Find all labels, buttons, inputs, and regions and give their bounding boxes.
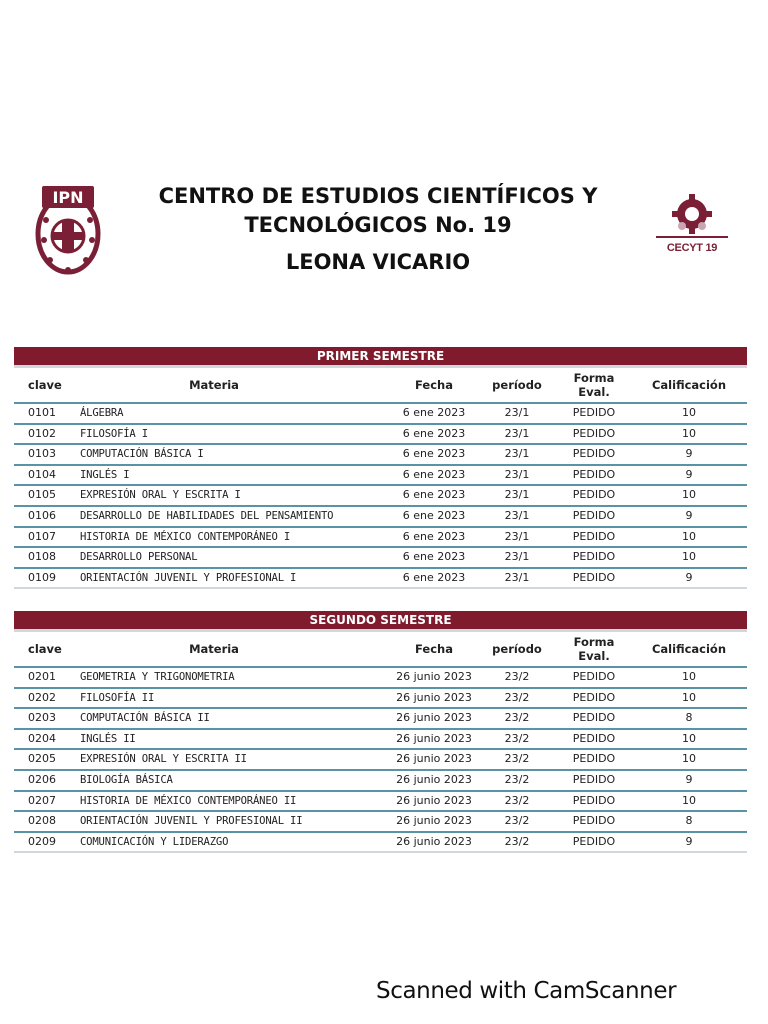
cell-forma: PEDIDO	[572, 793, 616, 807]
table-row	[14, 730, 747, 751]
cell-materia: COMUNICACIÓN Y LIDERAZGO	[80, 835, 229, 848]
table-row	[14, 812, 747, 833]
cell-fecha: 6 ene 2023	[402, 467, 466, 481]
title-line-2: TECNOLÓGICOS No. 19	[244, 213, 512, 237]
column-header-fecha: Fecha	[415, 642, 453, 656]
table-header-row	[14, 368, 747, 404]
title-line-3: LEONA VICARIO	[285, 250, 471, 274]
cell-materia: FILOSOFÍA II	[80, 691, 155, 704]
cell-materia: EXPRESIÓN ORAL Y ESCRITA II	[80, 753, 247, 766]
cell-fecha: 6 ene 2023	[402, 406, 466, 419]
cell-materia: ORIENTACIÓN JUVENIL Y PROFESIONAL II	[80, 815, 303, 828]
cell-calificacion: 9	[685, 772, 693, 786]
cell-clave: 0102	[28, 426, 56, 440]
cell-clave: 0103	[28, 447, 56, 461]
cell-forma: PEDIDO	[572, 529, 616, 543]
table-row	[14, 507, 747, 528]
cell-materia: FILOSOFÍA I	[80, 427, 148, 440]
table-row	[14, 445, 747, 466]
column-header-calificacion: Calificación	[651, 642, 727, 656]
cell-calificacion: 10	[682, 752, 696, 766]
column-header-periodo: período	[492, 378, 542, 392]
cell-clave: 0201	[28, 670, 56, 683]
cell-clave: 0208	[28, 814, 56, 828]
cell-calificacion: 10	[682, 529, 696, 543]
cecyt-logo-text: CECYT 19	[666, 242, 718, 254]
cell-periodo: 23/1	[504, 570, 530, 584]
cell-fecha: 26 junio 2023	[396, 690, 472, 704]
svg-text:IPN: IPN	[52, 188, 84, 207]
cell-periodo: 23/2	[504, 711, 530, 725]
cell-materia: DESARROLLO PERSONAL	[80, 551, 198, 564]
cell-calificacion: 9	[685, 570, 693, 584]
cell-materia: ORIENTACIÓN JUVENIL Y PROFESIONAL I	[80, 571, 297, 584]
cell-clave: 0108	[28, 550, 56, 564]
cell-fecha: 26 junio 2023	[396, 670, 472, 683]
cell-materia: COMPUTACIÓN BÁSICA I	[80, 448, 204, 461]
column-header-forma: Forma Eval.	[573, 635, 615, 663]
cell-periodo: 23/2	[504, 752, 530, 766]
table-row	[14, 548, 747, 569]
cell-clave: 0209	[28, 834, 56, 848]
cell-periodo: 23/1	[504, 447, 530, 461]
cell-clave: 0109	[28, 570, 56, 584]
cell-clave: 0204	[28, 731, 56, 745]
cell-calificacion: 8	[685, 814, 693, 828]
table-row	[14, 569, 747, 590]
cell-materia: DESARROLLO DE HABILIDADES DEL PENSAMIENTO	[80, 509, 334, 522]
cecyt-logo	[654, 192, 730, 262]
cell-calificacion: 9	[685, 467, 693, 481]
cell-periodo: 23/2	[504, 814, 530, 828]
ipn-logo	[34, 180, 102, 276]
cell-forma: PEDIDO	[572, 570, 616, 584]
cell-fecha: 26 junio 2023	[396, 772, 472, 786]
table-row	[14, 486, 747, 507]
cell-forma: PEDIDO	[572, 550, 616, 564]
table-row	[14, 750, 747, 771]
cell-materia: HISTORIA DE MÉXICO CONTEMPORÁNEO II	[80, 794, 297, 807]
cell-calificacion: 10	[682, 550, 696, 564]
cell-forma: PEDIDO	[572, 488, 616, 502]
cell-calificacion: 10	[682, 670, 696, 683]
cell-materia: GEOMETRIA Y TRIGONOMETRIA	[80, 671, 235, 683]
cell-materia: ÁLGEBRA	[80, 407, 124, 419]
cell-forma: PEDIDO	[572, 834, 616, 848]
table-row	[14, 792, 747, 813]
cell-forma: PEDIDO	[572, 670, 616, 683]
table-row	[14, 668, 747, 689]
cell-clave: 0104	[28, 467, 56, 481]
cell-fecha: 26 junio 2023	[396, 814, 472, 828]
column-header-clave: clave	[28, 378, 62, 392]
cell-fecha: 26 junio 2023	[396, 752, 472, 766]
cell-clave: 0205	[28, 752, 56, 766]
cell-calificacion: 8	[685, 711, 693, 725]
column-header-materia: Materia	[189, 642, 239, 656]
column-header-calificacion: Calificación	[651, 378, 727, 392]
cell-periodo: 23/2	[504, 772, 530, 786]
cell-fecha: 26 junio 2023	[396, 711, 472, 725]
cell-forma: PEDIDO	[572, 814, 616, 828]
cell-fecha: 26 junio 2023	[396, 793, 472, 807]
cell-calificacion: 10	[682, 690, 696, 704]
table-row	[14, 689, 747, 710]
table-row	[14, 709, 747, 730]
cell-fecha: 6 ene 2023	[402, 570, 466, 584]
cell-periodo: 23/1	[504, 406, 530, 419]
semester-table	[14, 611, 747, 853]
table-header-row	[14, 632, 747, 668]
cell-fecha: 6 ene 2023	[402, 447, 466, 461]
cell-periodo: 23/1	[504, 550, 530, 564]
cell-materia: INGLÉS II	[80, 732, 136, 745]
camscanner-watermark: Scanned with CamScanner	[376, 978, 677, 1004]
cell-periodo: 23/1	[504, 488, 530, 502]
cell-calificacion: 10	[682, 488, 696, 502]
cell-forma: PEDIDO	[572, 772, 616, 786]
cell-clave: 0206	[28, 772, 56, 786]
cell-calificacion: 9	[685, 508, 693, 522]
cell-clave: 0106	[28, 508, 56, 522]
cell-fecha: 6 ene 2023	[402, 426, 466, 440]
cell-clave: 0203	[28, 711, 56, 725]
cell-periodo: 23/2	[504, 690, 530, 704]
cell-materia: COMPUTACIÓN BÁSICA II	[80, 712, 210, 725]
cell-forma: PEDIDO	[572, 406, 616, 419]
cell-forma: PEDIDO	[572, 467, 616, 481]
cell-clave: 0202	[28, 690, 56, 704]
cell-fecha: 6 ene 2023	[402, 529, 466, 543]
column-header-materia: Materia	[189, 378, 239, 392]
cell-materia: BIOLOGÍA BÁSICA	[80, 773, 173, 786]
cell-periodo: 23/1	[504, 529, 530, 543]
column-header-clave: clave	[28, 642, 62, 656]
cell-calificacion: 10	[682, 793, 696, 807]
table-row	[14, 528, 747, 549]
cell-fecha: 6 ene 2023	[402, 508, 466, 522]
cell-forma: PEDIDO	[572, 731, 616, 745]
cell-calificacion: 10	[682, 406, 696, 419]
table-row	[14, 771, 747, 792]
column-header-forma: Forma Eval.	[573, 371, 615, 399]
cell-periodo: 23/2	[504, 834, 530, 848]
cell-materia: HISTORIA DE MÉXICO CONTEMPORÁNEO I	[80, 530, 291, 543]
table-row	[14, 425, 747, 446]
cell-forma: PEDIDO	[572, 752, 616, 766]
cell-clave: 0105	[28, 488, 56, 502]
semester-title: SEGUNDO SEMESTRE	[14, 611, 747, 632]
cell-periodo: 23/1	[504, 508, 530, 522]
cell-clave: 0101	[28, 406, 56, 419]
cell-fecha: 6 ene 2023	[402, 488, 466, 502]
semester-title: PRIMER SEMESTRE	[14, 347, 747, 368]
column-header-fecha: Fecha	[415, 378, 453, 392]
cell-fecha: 26 junio 2023	[396, 731, 472, 745]
table-row	[14, 833, 747, 854]
table-row	[14, 466, 747, 487]
cell-materia: EXPRESIÓN ORAL Y ESCRITA I	[80, 489, 241, 502]
cell-periodo: 23/1	[504, 467, 530, 481]
cell-periodo: 23/2	[504, 731, 530, 745]
cell-clave: 0107	[28, 529, 56, 543]
cell-forma: PEDIDO	[572, 711, 616, 725]
title-line-1: CENTRO DE ESTUDIOS CIENTÍFICOS Y	[158, 184, 598, 208]
cell-forma: PEDIDO	[572, 447, 616, 461]
cell-calificacion: 10	[682, 731, 696, 745]
cell-periodo: 23/2	[504, 670, 530, 683]
cell-forma: PEDIDO	[572, 426, 616, 440]
table-row	[14, 404, 747, 425]
cell-periodo: 23/1	[504, 426, 530, 440]
cell-calificacion: 9	[685, 447, 693, 461]
cell-fecha: 6 ene 2023	[402, 550, 466, 564]
column-header-periodo: período	[492, 642, 542, 656]
cell-periodo: 23/2	[504, 793, 530, 807]
semester-table	[14, 347, 747, 589]
cell-forma: PEDIDO	[572, 690, 616, 704]
cell-calificacion: 10	[682, 426, 696, 440]
cell-fecha: 26 junio 2023	[396, 834, 472, 848]
cell-forma: PEDIDO	[572, 508, 616, 522]
cell-materia: INGLÉS I	[80, 468, 130, 481]
page-title	[120, 182, 636, 277]
cell-clave: 0207	[28, 793, 56, 807]
cell-calificacion: 9	[685, 834, 693, 848]
